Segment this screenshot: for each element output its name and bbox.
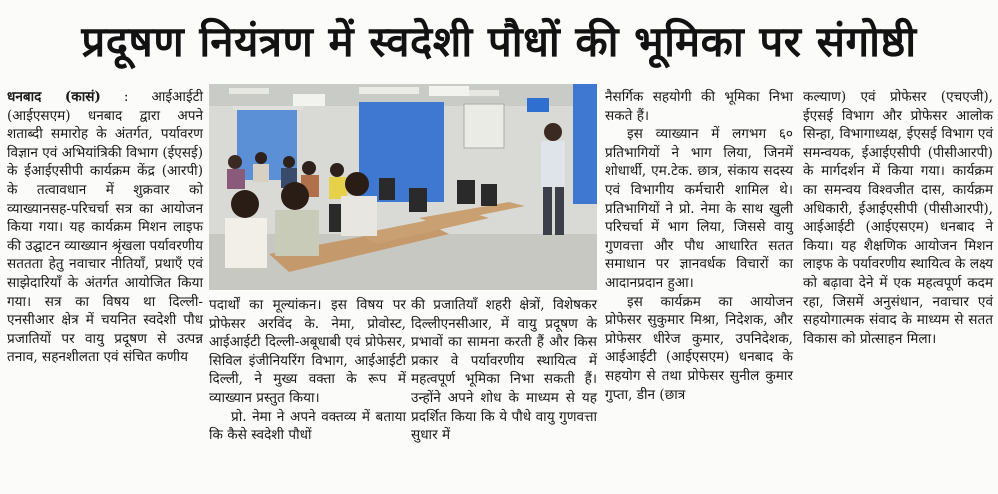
article-column-3 (411, 296, 597, 445)
article-paragraph: की प्रजातियाँ शहरी क्षेत्रों, विशेषकर दिल्लीएनसीआर, में वायु प्रदूषण के प्रभावों का सामना करती हैं और किस प्रकार वे पर्यावरणीय स्थायित्व में महत्वपूर्ण भूमिका निभा सकती हैं। उन्होंने अपने शोध के माध्यम से यह प्रदर्शित किया कि ये पौधे वायु गुणवत्ता सुधार में (411, 297, 597, 444)
article-paragraph: कल्याण) एवं प्रोफेसर (एचएजी), ईएसई विभाग और प्रोफेसर आलोक सिन्हा, विभागाध्यक्ष, ईएसई विभाग एवं समन्वयक, ईआईएसीपी (पीसीआरपी) के मार्गदर्शन में किया गया। कार्यक्रम का समन्वय विश्वजीत दास, कार्यक्रम अधिकारी, ईआईएसीपी (पीसीआरपी), आईआईटी (आईएसएम) धनबाद ने किया। यह शैक्षणिक आयोजन मिशन लाइफ के पर्यावरणीय स्थायित्व के लक्ष्य को बढ़ावा देने में एक महत्वपूर्ण कदम रहा, जिसमें अनुसंधान, नवाचार एवं सहयोगात्मक संवाद के माध्यम से सतत विकास को प्रोत्साहन मिला। (803, 89, 993, 347)
seminar-photo-illustration (209, 84, 597, 290)
dateline: धनबाद (कासं) (7, 89, 101, 105)
headline: प्रदूषण नियंत्रण में स्वदेशी पौधों की भूमिका पर संगोष्ठी (81, 17, 917, 66)
article-column-2 (209, 296, 406, 445)
seminar-photo (209, 84, 597, 290)
article-paragraph: इस व्याख्यान में लगभग ६० प्रतिभागियों ने भाग लिया, जिनमें शोधार्थी, एम.टेक. छात्र, संकाय सदस्य एवं विभागीय कर्मचारी शामिल थे। प्रतिभागियों ने प्रो. नेमा के साथ खुली परिचर्चा में भाग लिया, जिससे वायु गुणवत्ता और पौध आधारित सतत समाधान पर ज्ञानवर्धक विचारों का आदानप्रदान हुआ। (605, 126, 793, 291)
article-column-1 (7, 88, 203, 367)
article-paragraph (7, 88, 203, 367)
article-paragraph: नैसर्गिक सहयोगी की भूमिका निभा सकते हैं। (605, 89, 793, 124)
article-paragraph: प्रो. नेमा ने अपने वक्तव्य में बताया कि कैसे स्वदेशी पौधों (209, 408, 406, 444)
article-column-5 (803, 88, 993, 348)
article-column-4 (605, 88, 793, 404)
article-paragraph: पदार्थों का मूल्यांकन। इस विषय पर प्रोफेसर अरविंद के. नेमा, प्रोवोस्ट, आईआईटी दिल्ली-अबूधाबी एवं प्रोफेसर, सिविल इंजीनियरिंग विभाग, आईआईटी दिल्ली, ने मुख्य वक्ता के रूप में व्याख्यान प्रस्तुत किया। (209, 297, 406, 406)
article-text: : आईआईटी (आईएसएम) धनबाद द्वारा अपने शताब्दी समारोह के अंतर्गत, पर्यावरण विज्ञान एवं अभियांत्रिकी विभाग (ईएसई) के ईआईएसीपी कार्यक्रम केंद्र (आरपी) के तत्वावधान में शुक्रवार को व्याख्यानसह-परिचर्चा सत्र का आयोजन किया गया। यह कार्यक्रम मिशन लाइफ की उद्घाटन व्याख्यान श्रृंखला पर्यावरणीय सततता हेतु नवाचार नीतियाँ, प्रथाएँ एवं साझेदारियाँ के अंतर्गत आयोजित किया गया। सत्र का विषय था दिल्ली-एनसीआर क्षेत्र में चयनित स्वदेशी पौध प्रजातियों पर वायु प्रदूषण से उत्पन्न तनाव, सहनशीलता एवं संचित कणीय (7, 89, 203, 366)
article-paragraph: इस कार्यक्रम का आयोजन प्रोफेसर सुकुमार मिश्रा, निदेशक, और प्रोफेसर धीरेज कुमार, उपनिदेशक, आईआईटी (आईएसएम) धनबाद के सहयोग से तथा प्रोफेसर सुनील कुमार गुप्ता, डीन (छात्र (605, 293, 793, 403)
